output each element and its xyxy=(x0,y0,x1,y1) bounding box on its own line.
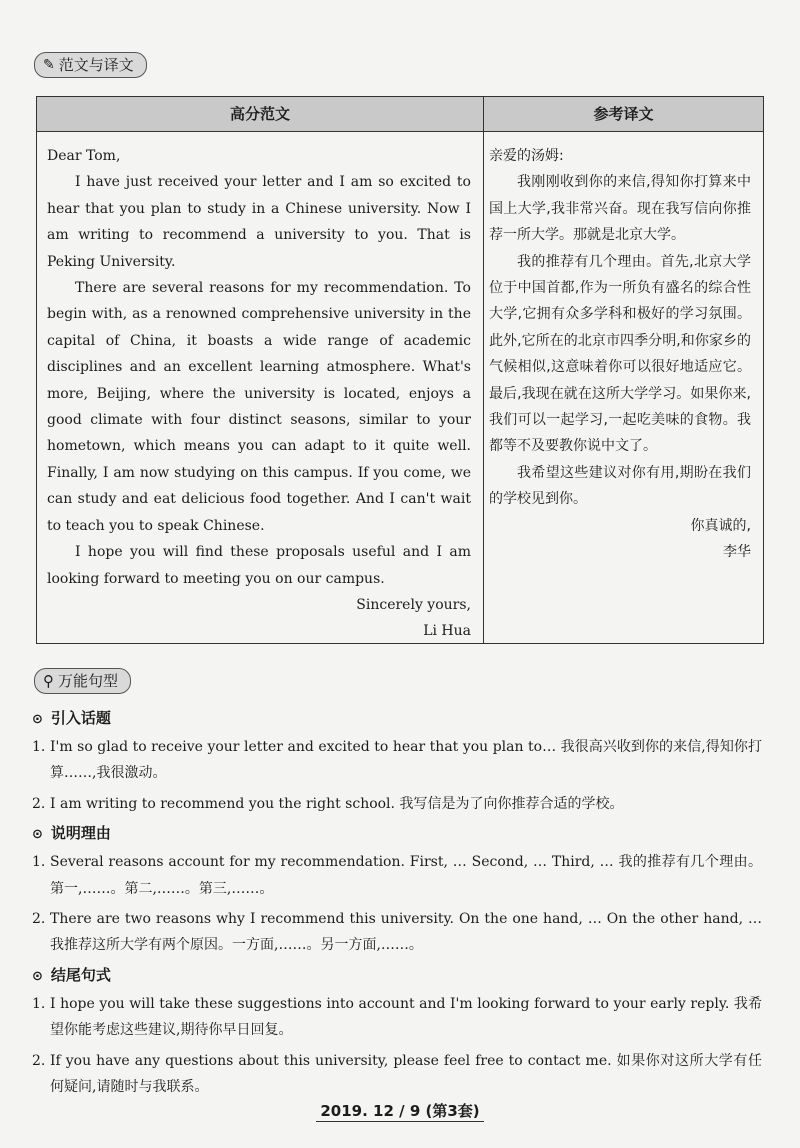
list-item: 2. I am writing to recommend you the right school. 我写信是为了向你推荐合适的学校。 xyxy=(32,795,624,812)
phrase-list xyxy=(32,704,762,1104)
issue-label: 2019. 12 / 9 (第3套) xyxy=(316,1102,483,1122)
zh-para-3: 我希望这些建议对你有用,期盼在我们的学校见到你。 xyxy=(489,464,751,508)
circle-dot-icon: ⊙ xyxy=(32,827,43,843)
page-footer xyxy=(0,1100,800,1121)
col2-header: 参考译文 xyxy=(593,105,654,123)
col1-header: 高分范文 xyxy=(229,105,290,123)
section-tag-sample-essay xyxy=(34,52,147,78)
table-header xyxy=(37,97,763,132)
section-tag-phrases xyxy=(34,668,131,694)
list-item: 1. Several reasons account for my recommendation. First, … Second, … Third, … 我的推荐有几个理由。第一,……。第二,……。第三,……。 xyxy=(32,854,762,897)
chinese-translation xyxy=(489,143,751,566)
zh-para-2: 我的推荐有几个理由。首先,北京大学位于中国首都,作为一所负有盛名的综合性大学,它拥有众多学科和极好的学习氛围。此外,它所在的北京市四季分明,和你家乡的气候相似,这意味着你可以很好地适应它。最后,我现在就在这所大学学习。如果你来,我们可以一起学习,一起吃美味的食物。我都等不及要教你说中文了。 xyxy=(489,253,751,455)
list-item: 1. I hope you will take these suggestions into account and I'm looking forward to your early reply. 我希望你能考虑这些建议,期待你早日回复。 xyxy=(32,995,762,1039)
en-salutation: Dear Tom, xyxy=(47,148,121,164)
phrases-tag-label: 万能句型 xyxy=(58,672,119,690)
essay-table xyxy=(36,96,764,644)
list-item: 2. There are two reasons why I recommend this university. On the one hand, … On the other hand, … 我推荐这所大学有两个原因。一方面,……。另一方面,……。 xyxy=(32,911,762,954)
zh-closing: 你真诚的, xyxy=(690,517,751,534)
pencil-icon: ✎ xyxy=(43,57,55,73)
zh-salutation: 亲爱的汤姆: xyxy=(489,148,564,164)
group-heading: ⊙ 引入话题 xyxy=(32,709,111,727)
list-item: 1. I'm so glad to receive your letter and excited to hear that you plan to… 我很高兴收到你的来信,得知你打算……,我很激动。 xyxy=(32,739,762,782)
magnifier-icon: ⚲ xyxy=(43,672,54,690)
circle-dot-icon: ⊙ xyxy=(32,968,43,984)
zh-para-1: 我刚刚收到你的来信,得知你打算来中国上大学,我非常兴奋。现在我写信向你推荐一所大学。那就是北京大学。 xyxy=(489,174,751,244)
en-para-3: I hope you will find these proposals useful and I am looking forward to meeting you on our campus. xyxy=(47,544,471,587)
en-para-2: There are several reasons for my recommendation. To begin with, as a renowned comprehensive university in the capital of China, it boasts a wide range of academic disciplines and an excellent learning atmosphere. What's more, Beijing, where the university is located, enjoys a good climate with four distinct seasons, similar to your hometown, which means you can adapt to it quite well. Finally, I am now studying on this campus. If you come, we can study and eat delicious food together. And I can't wait to teach you to speak Chinese. xyxy=(47,280,471,534)
zh-signature: 李华 xyxy=(723,544,751,561)
en-signature: Li Hua xyxy=(423,623,471,640)
group-heading: ⊙ 说明理由 xyxy=(32,824,111,843)
section-tag-label: 范文与译文 xyxy=(58,56,134,74)
en-closing: Sincerely yours, xyxy=(356,596,471,613)
circle-dot-icon: ⊙ xyxy=(32,712,43,727)
group-heading: ⊙ 结尾句式 xyxy=(32,965,111,984)
column-divider xyxy=(483,97,484,643)
en-para-1: I have just received your letter and I am so excited to hear that you plan to study in a Chinese university. Now I am writing to recommend a university to you. That is Peking University. xyxy=(47,174,471,270)
english-essay xyxy=(47,143,471,645)
list-item: 2. If you have any questions about this university, please feel free to contact me. 如果你对这所大学有任何疑问,请随时与我联系。 xyxy=(32,1052,762,1096)
